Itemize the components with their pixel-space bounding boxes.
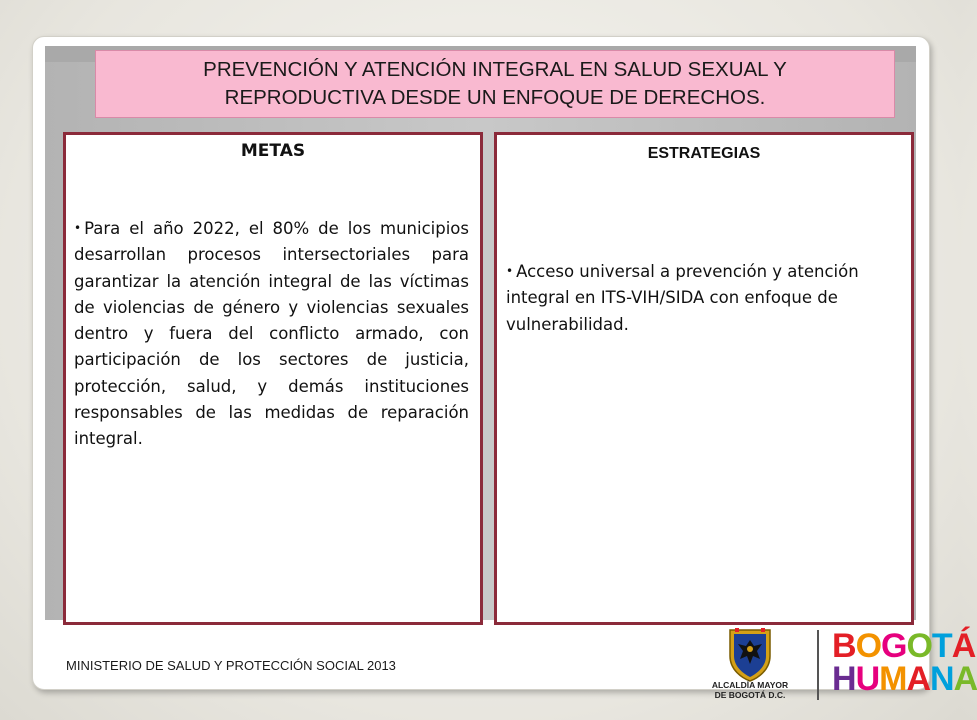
- bogota-letter: O: [906, 627, 932, 665]
- slide-title-box: [95, 50, 895, 118]
- bogota-letter: B: [832, 627, 856, 665]
- logo-divider: [817, 630, 819, 700]
- bullet-icon: •: [506, 264, 514, 278]
- bogota-letter: O: [855, 627, 882, 665]
- bogota-logo-word: [832, 628, 975, 664]
- humana-letter: M: [879, 660, 907, 698]
- estrategias-panel: [494, 132, 914, 625]
- humana-letter: A: [906, 660, 931, 698]
- slide-title: PREVENCIÓN Y ATENCIÓN INTEGRAL EN SALUD SEXUAL Y REPRODUCTIVA DESDE UN ENFOQUE DE DERECHOS.: [203, 58, 787, 109]
- metas-text: Para el año 2022, el 80% de los municipios desarrollan procesos intersectoriales para garantizar la atención integral de las víctimas de violencias de género y violencias sexuales dentro y fuera del conflicto armado, con participación de los sectores de justicia, protección, salud, y demás instituciones responsables de las medidas de reparación integral.: [74, 219, 469, 449]
- metas-bullet-item: [74, 215, 469, 453]
- humana-logo-word: [832, 661, 977, 697]
- alcaldia-line-1: ALCALDÍA MAYOR: [711, 680, 789, 690]
- metas-panel: [63, 132, 483, 625]
- alcaldia-line-2: DE BOGOTÁ D.C.: [714, 690, 786, 700]
- humana-letter: N: [930, 660, 954, 698]
- humana-letter: U: [855, 660, 880, 698]
- alcaldia-label: [700, 680, 800, 700]
- footer-credit: MINISTERIO DE SALUD Y PROTECCIÓN SOCIAL 2013: [66, 658, 396, 673]
- estrategias-bullet-item: [506, 258, 891, 338]
- bullet-icon: •: [74, 221, 82, 235]
- metas-heading: METAS: [240, 141, 306, 161]
- humana-letter: H: [832, 660, 856, 698]
- estrategias-text: Acceso universal a prevención y atención integral en ITS-VIH/SIDA con enfoque de vulnerabilidad.: [506, 262, 859, 334]
- bogota-letter: T: [931, 627, 952, 665]
- bogota-letter: Á: [951, 627, 976, 665]
- humana-letter: A: [953, 660, 977, 698]
- bogota-letter: G: [881, 627, 907, 665]
- estrategias-heading: ESTRATEGIAS: [647, 145, 761, 162]
- bogota-coat-of-arms-icon: [724, 626, 776, 682]
